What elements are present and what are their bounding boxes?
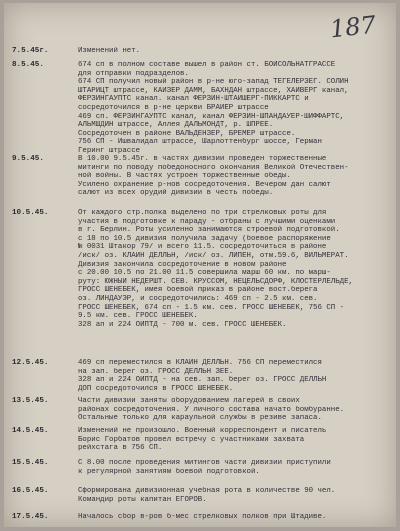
entry-line: Изменений нет.: [78, 47, 141, 55]
entry-date: 15.5.45.: [12, 459, 49, 467]
entry-line: № 0031 Штакор 79/ и всего 11.5. сосредоточиться в районе: [78, 243, 327, 252]
entry-text: [78, 459, 390, 476]
entry-text: [78, 209, 390, 329]
entry-line: сосредоточился в р-не церкви БРАЙЕР штрассе: [78, 103, 269, 112]
entry-line: ФЕРЗИНГАУПТС канал. канал ФЕРЗИН-ШТАЙШЕРГ-ПИККАРТС и: [78, 95, 309, 104]
entry-line: 328 ап и 224 ОИПТД - 700 м. сев. ГРОСС ШЕНЕБЕК.: [78, 320, 287, 329]
entry-line: ДОП сосредоточился в ГРОСС ШЕНЕБЕК.: [78, 384, 234, 393]
entry-text: [78, 397, 390, 423]
entry-line: митинги по поводу победоносного окончания Великой Отечествен-: [78, 163, 349, 172]
entry-line: 674 сп в полном составе вышел в район ст. БОЙСОЛЬНАТГРАССЕ: [78, 61, 336, 69]
entry-date: 17.5.45.: [12, 513, 49, 521]
entry-line: От каждого стр.полка выделено по три стрелковых роты для: [78, 209, 327, 217]
entry-line: руту: ЮЖНЫЙ НЕДЕРШТ. СЕВ. КРУССОМ, НЕЦЕЛЬСДОРФ, КЛОСТЕРЛЕЛЬДЕ,: [78, 277, 353, 286]
entry-line: Остальные только для караульной службы в резиве запаса.: [78, 414, 322, 423]
entry-line: 469 сп переместился в КЛАЙН ДЕЛЛЬН. 756 СП переместился: [78, 359, 322, 367]
entry-line: участия в подготовке к параду - отбраны с лучшими оценками: [78, 217, 336, 226]
entry-date: 9.5.45.: [12, 155, 44, 163]
entry-line: с 18 по 10.5 дивизия получила задачу (боевое распоряжение: [78, 234, 331, 243]
entry-line: салют из всех орудий дивизии в честь победы.: [78, 189, 274, 198]
entry-date: 8.5.45.: [12, 61, 44, 69]
entry-line: ГРОСС ШЕНЕБЕК, 674 сп - 1.5 км. сев. ГРОСС ШЕНЕБЕК, 756 СП -: [78, 303, 345, 312]
entry-line: ной войны. В частях устроен торжественные обеды.: [78, 172, 291, 181]
entry-text: [78, 513, 390, 522]
entry-line: для отправки подразделов.: [78, 69, 189, 78]
entry-date: 14.5.45.: [12, 427, 49, 435]
entry-text: [78, 61, 390, 156]
entry-line: Началось сбор в-ров б-мес стрелковых полков при Штадиве.: [78, 513, 327, 521]
entry-text: [78, 487, 390, 504]
entry-line: Сформирована дивизионная учебная рота в количестве 90 чел.: [78, 487, 336, 495]
entry-line: Командир роты капитан ЕГОРОВ.: [78, 495, 207, 504]
entry-line: С 8.00 после проведения митингов части дивизии приступили: [78, 459, 331, 467]
entry-line: Дивизия закончила сосредоточение в новом районе: [78, 260, 287, 269]
page-number: 187: [328, 10, 378, 44]
entry-date: 16.5.45.: [12, 487, 49, 495]
entry-date: 13.5.45.: [12, 397, 49, 405]
entry-line: ГРОСС ШЕНЕБЕК, имея боевой приказ в районе вост.берега: [78, 286, 318, 295]
entry-line: Части дивизии заняты оборудованием лагерей в своих: [78, 397, 300, 405]
entry-line: 328 ап и 224 ОИПТД - на сев. зап. берег оз. ГРОСС ДЕЛЛЬН: [78, 376, 327, 385]
entry-line: районах сосредоточения. У личного состава начато бомбуранне.: [78, 405, 345, 414]
entry-line: оз. ЛИНДАУЭР, и сосредоточились: 469 сп - 2.5 км. сев.: [78, 294, 318, 303]
entry-date: 12.5.45.: [12, 359, 49, 367]
entry-line: /иск/ оз. КЛАЙН ДЕЛЛЬН, /иск/ оз. ЛИПЕН, отм.59.6, ВИЛЬМЕРАТ.: [78, 251, 349, 260]
entry-line: к регулярной занятиям боевой подготовкой.: [78, 467, 260, 476]
entry-line: АЛЬМШДИН штрассе, Аллея ДАЛЬМОНДТ, р. ШПРЕЕ.: [78, 121, 274, 130]
entry-line: В 10.00 9.5.45г. в частях дивизии проведен торжественные: [78, 155, 327, 163]
entry-line: в г. Берлин. Роты усиленно занимаются строевой подготовкой.: [78, 226, 340, 235]
entry-line: Изменений не произошло. Военный корреспондент и писатель: [78, 427, 327, 435]
entry-text: [78, 47, 390, 56]
entry-text: [78, 427, 390, 453]
entry-line: 674 СП получил новый район в р-не юго-запад ТЕГЕЛЕРЗЕГ. СОЛИН: [78, 78, 349, 87]
entry-text: [78, 359, 390, 393]
entry-line: 756 СП - Ишвалидал штрассе, Шарлоттенбург шоссе, Герман: [78, 138, 322, 147]
entry-line: рейхстага в 756 СП.: [78, 444, 163, 453]
entry-line: 469 сп. ФЕРЗИНГАУПТС канал, канал ФЕРЗИН-ШПАНДАУЕР-ШИФФАРТС,: [78, 112, 345, 121]
entry-line: 9.5 км. сев. ГРОСС ШЕНЕБЕК.: [78, 312, 198, 321]
document-page: [4, 3, 396, 527]
entry-date: 10.5.45.: [12, 209, 49, 217]
entry-line: на зап. берег оз. ГРОСС ДЕЛЛЬН ЗЕЕ.: [78, 367, 234, 376]
entry-date: 7.5.45г.: [12, 47, 49, 55]
entry-text: [78, 155, 390, 198]
entry-line: ШТАРИЦТ штрассе, КАЙЗЕР ДАММ, БАХНДАН штрассе, ХАЙВЕРГ канал,: [78, 86, 349, 95]
entry-line: Усилено охранение р-нов сосредоточения. Вечером дан салют: [78, 180, 331, 189]
entry-line: Геринг штрассе: [78, 146, 141, 155]
entry-line: Сосредоточен в районе ВАЛЬДЕНЗЕР, БРЕМЕР штрассе.: [78, 129, 296, 138]
entry-line: с 20.00 10.5 по 21.00 11.5 совершила марш 60 км. по марш-: [78, 269, 331, 278]
entry-line: Борис Горбатов провел встречу с участниками захвата: [78, 435, 305, 444]
